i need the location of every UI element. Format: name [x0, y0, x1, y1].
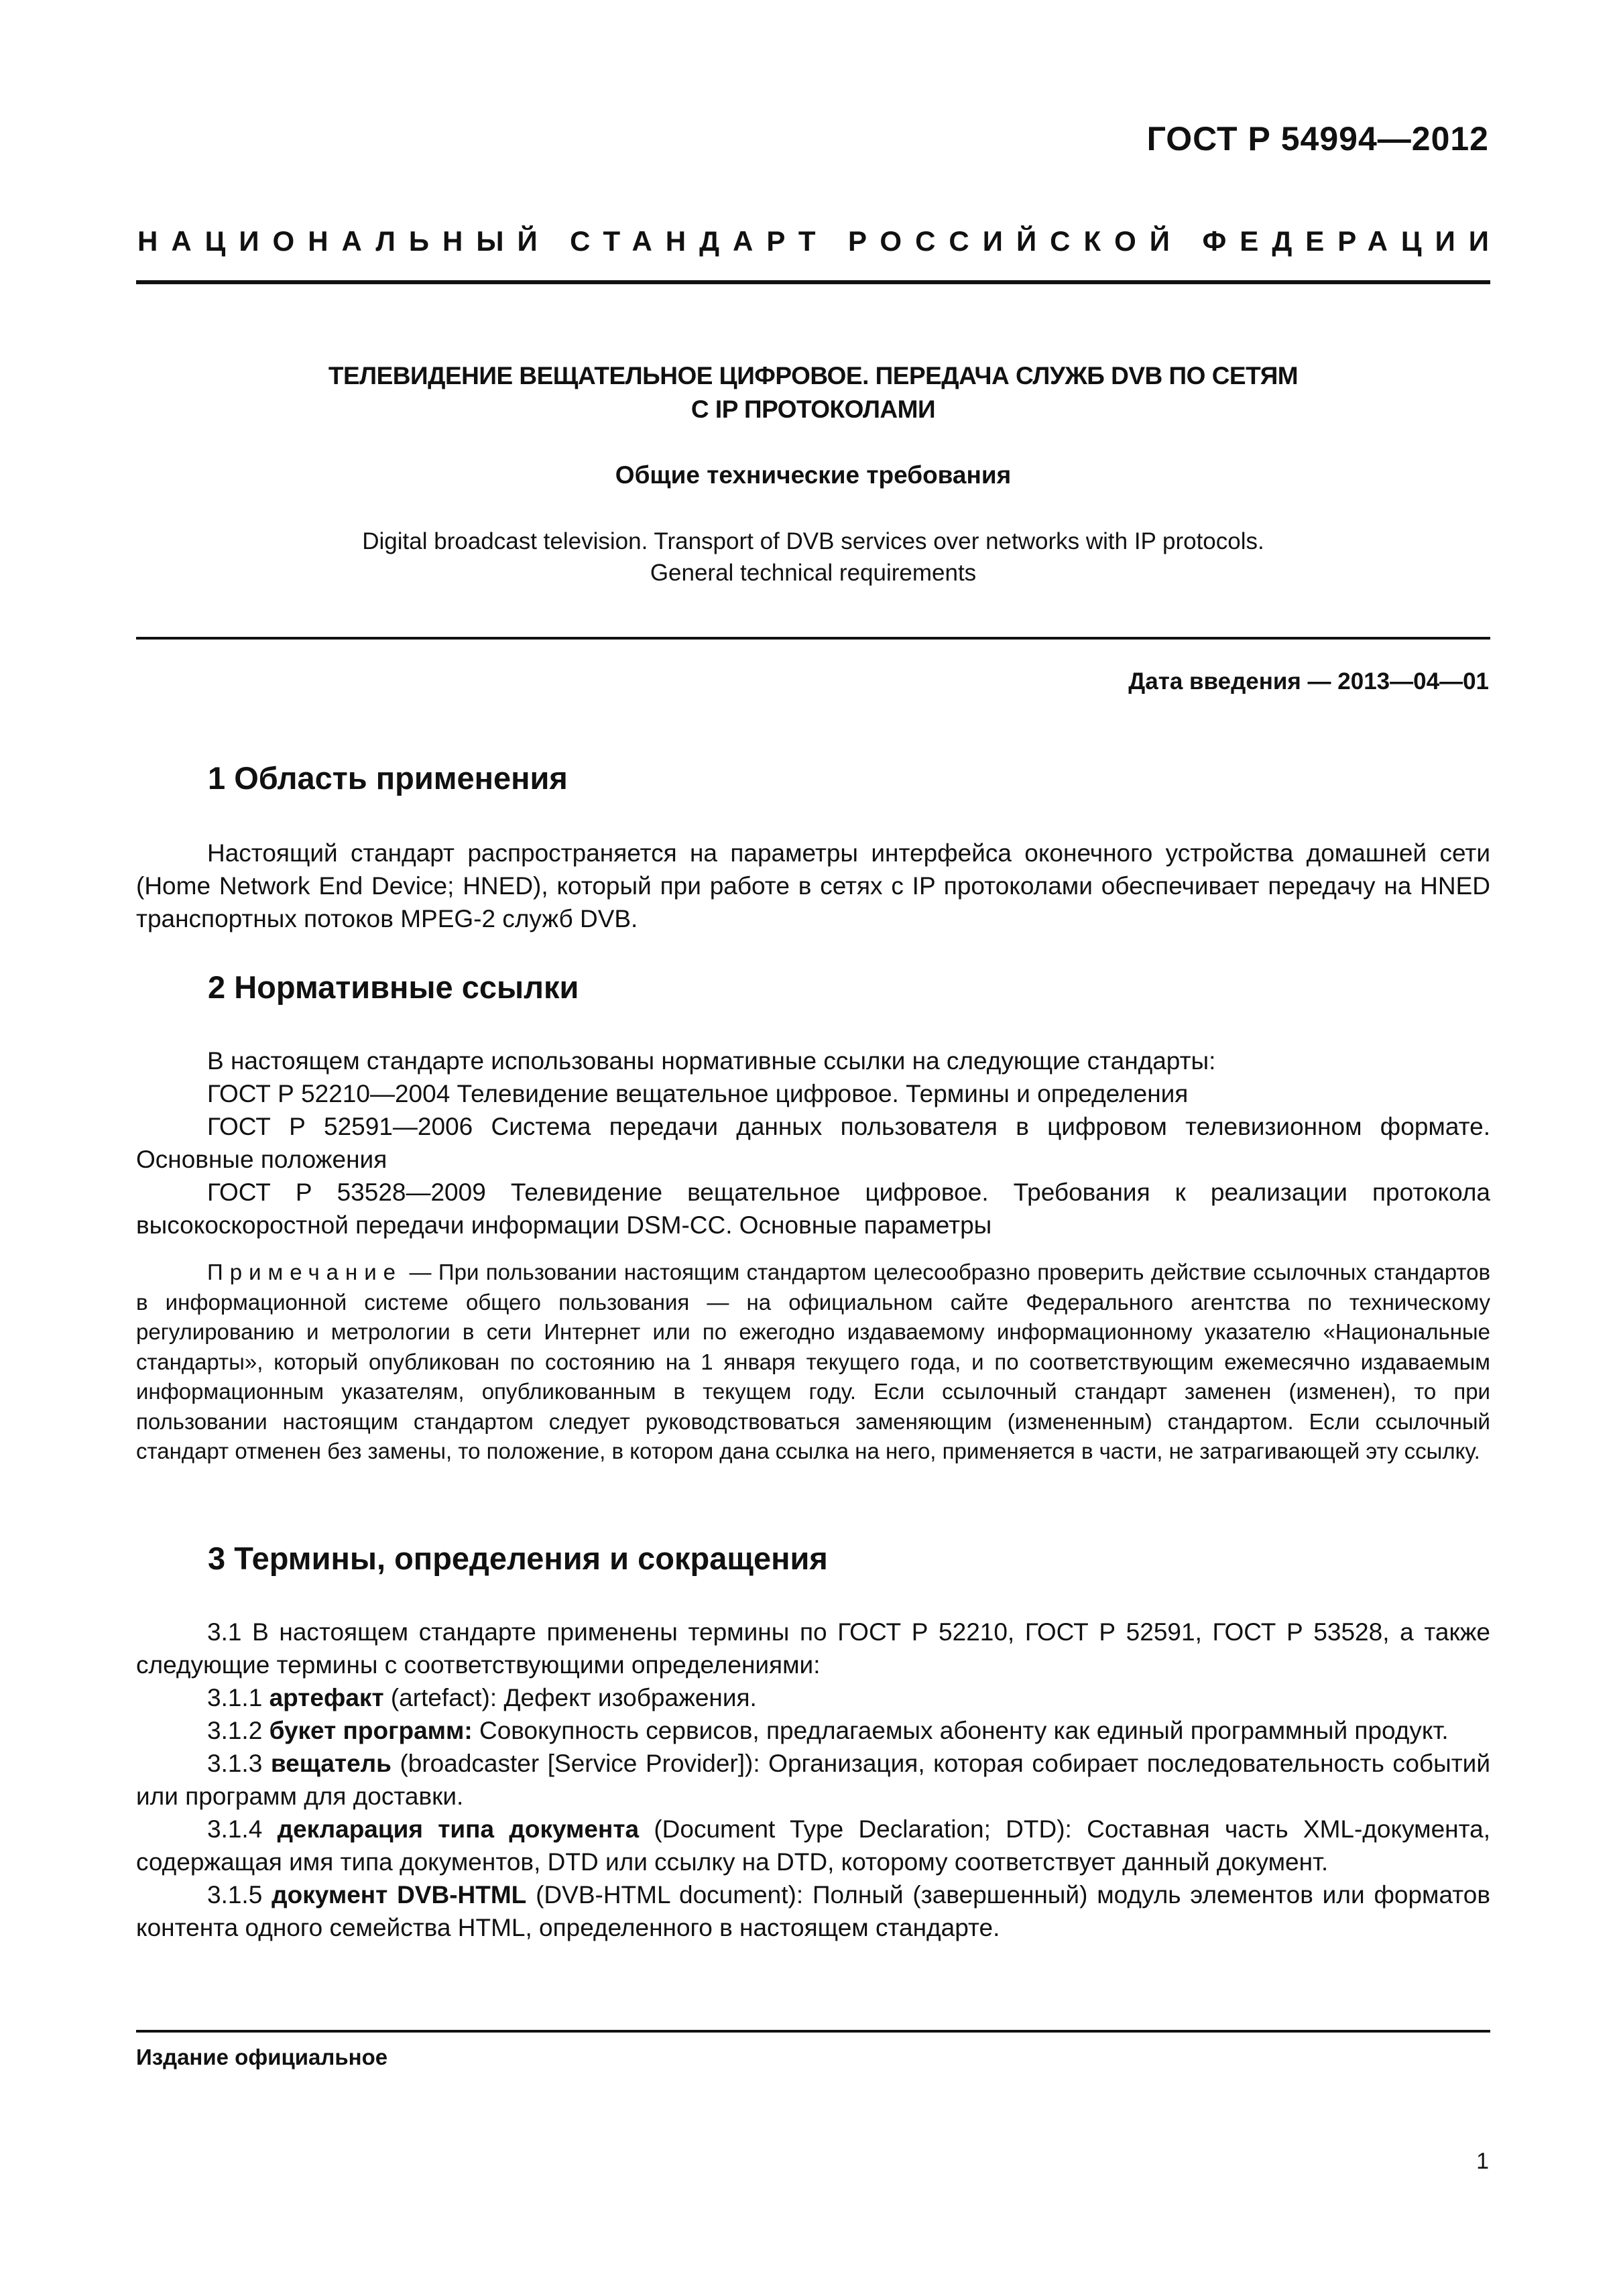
reference-item: ГОСТ Р 52210—2004 Телевидение вещательное цифровое. Термины и определения: [207, 1080, 1189, 1107]
paragraph: Настоящий стандарт распространяется на параметры интерфейса оконечного устройства домашней сети (Home Network End Device; HNED), который при работе в сетях с IP протоколами обеспечивает передачу на HNED транспортных потоков MPEG-2 служб DVB.: [136, 839, 1490, 932]
title-rule: [136, 637, 1490, 640]
banner-word: СТАНДАРТ: [570, 225, 829, 257]
section-body: [136, 1044, 1490, 1242]
note-text: — При пользовании настоящим стандартом целесообразно проверить действие ссылочных стандартов в информационной системе общего пользования — на официальном сайте Федерального агентства по техническому регулированию и метрологии в сети Интернет или по ежегодно издаваемому информационному указателю «Национальные стандарты», который опубликован по состоянию на 1 января текущего года, и по соответствующим ежемесячно издаваемым информационным указателям, опубликованным в текущем году. Если ссылочный стандарт заменен (изменен), то при пользовании настоящим стандартом следует руководствоваться заменяющим (измененным) стандартом. Если ссылочный стандарт отменен без замены, то положение, в котором дана ссылка на него, применяется в части, не затрагивающей эту ссылку.: [136, 1260, 1490, 1463]
term-definition: [136, 1714, 1490, 1747]
reference-item: ГОСТ Р 53528—2009 Телевидение вещательное цифровое. Требования к реализации протокола высокоскоростной передачи информации DSM-CC. Основные параметры: [136, 1179, 1490, 1239]
term-text: (broadcaster [Service Provider]): Организация, которая собирает последовательность событий или программ для доставки.: [136, 1750, 1490, 1810]
document-subtitle: Общие технические требования: [615, 461, 1012, 489]
term-number: 3.1.3: [207, 1750, 271, 1777]
term-definition: [136, 1813, 1490, 1878]
term-text: (artefact): Дефект изображения.: [383, 1684, 757, 1711]
term-number: 3.1.2: [207, 1717, 269, 1744]
term: вещатель: [270, 1750, 392, 1777]
english-title: [136, 526, 1490, 589]
note-label: Примечание: [207, 1260, 403, 1284]
term-number: 3.1.1: [207, 1684, 269, 1711]
term: документ DVB-HTML: [272, 1881, 527, 1909]
title-line: ТЕЛЕВИДЕНИЕ ВЕЩАТЕЛЬНОЕ ЦИФРОВОЕ. ПЕРЕДАЧА СЛУЖБ DVB ПО СЕТЯМ: [328, 362, 1299, 389]
term-definition: [136, 1878, 1490, 1944]
banner-word: НАЦИОНАЛЬНЫЙ: [137, 225, 551, 257]
header-rule: [136, 280, 1490, 284]
section-body: [136, 837, 1490, 935]
term-text: Совокупность сервисов, предлагаемых абоненту как единый программный продукт.: [472, 1717, 1449, 1744]
term-text: (Document Type Declaration; DTD): Составная часть XML-документа, содержащая имя типа документов, DTD или ссылку на DTD, которому соответствует данный документ.: [136, 1815, 1491, 1876]
paragraph: 3.1 В настоящем стандарте применены термины по ГОСТ Р 52210, ГОСТ Р 52591, ГОСТ Р 53528, а также следующие термины с соответствующими определениями:: [136, 1618, 1490, 1679]
english-title-line: General technical requirements: [650, 560, 977, 586]
reference-item: ГОСТ Р 52591—2006 Система передачи данных пользователя в цифровом телевизионном формате. Основные положения: [136, 1113, 1490, 1173]
note-block: [136, 1258, 1490, 1467]
term: букет программ:: [269, 1717, 473, 1744]
section-heading: 3 Термины, определения и сокращения: [208, 1540, 828, 1576]
edition-label: Издание официальное: [136, 2045, 388, 2069]
document-code: ГОСТ Р 54994—2012: [1146, 120, 1489, 158]
section-heading: 1 Область применения: [208, 760, 568, 796]
term-number: 3.1.4: [207, 1815, 278, 1843]
banner-word: РОССИЙСКОЙ: [847, 225, 1183, 257]
term: артефакт: [269, 1684, 384, 1711]
section-body: [136, 1616, 1490, 1944]
introduction-date: Дата введения — 2013—04—01: [1128, 668, 1489, 694]
section-heading: 2 Нормативные ссылки: [208, 969, 579, 1005]
document-title: [136, 359, 1490, 426]
term: декларация типа документа: [277, 1815, 640, 1843]
national-standard-banner: [137, 225, 1502, 257]
paragraph: В настоящем стандарте использованы нормативные ссылки на следующие стандарты:: [207, 1047, 1216, 1075]
banner-word: ФЕДЕРАЦИИ: [1202, 225, 1502, 257]
english-title-line: Digital broadcast television. Transport of DVB services over networks with IP protocols.: [362, 528, 1264, 554]
term-definition: [136, 1747, 1490, 1813]
term-number: 3.1.5: [207, 1881, 272, 1909]
term-text: (DVB-HTML document): Полный (завершенный) модуль элементов или форматов контента одного семейства HTML, определенного в настоящем стандарте.: [136, 1881, 1491, 1941]
term-definition: [136, 1681, 1490, 1714]
title-line: С IP ПРОТОКОЛАМИ: [690, 396, 936, 423]
page-number: 1: [1476, 2149, 1489, 2174]
footer-rule: [136, 2030, 1490, 2033]
